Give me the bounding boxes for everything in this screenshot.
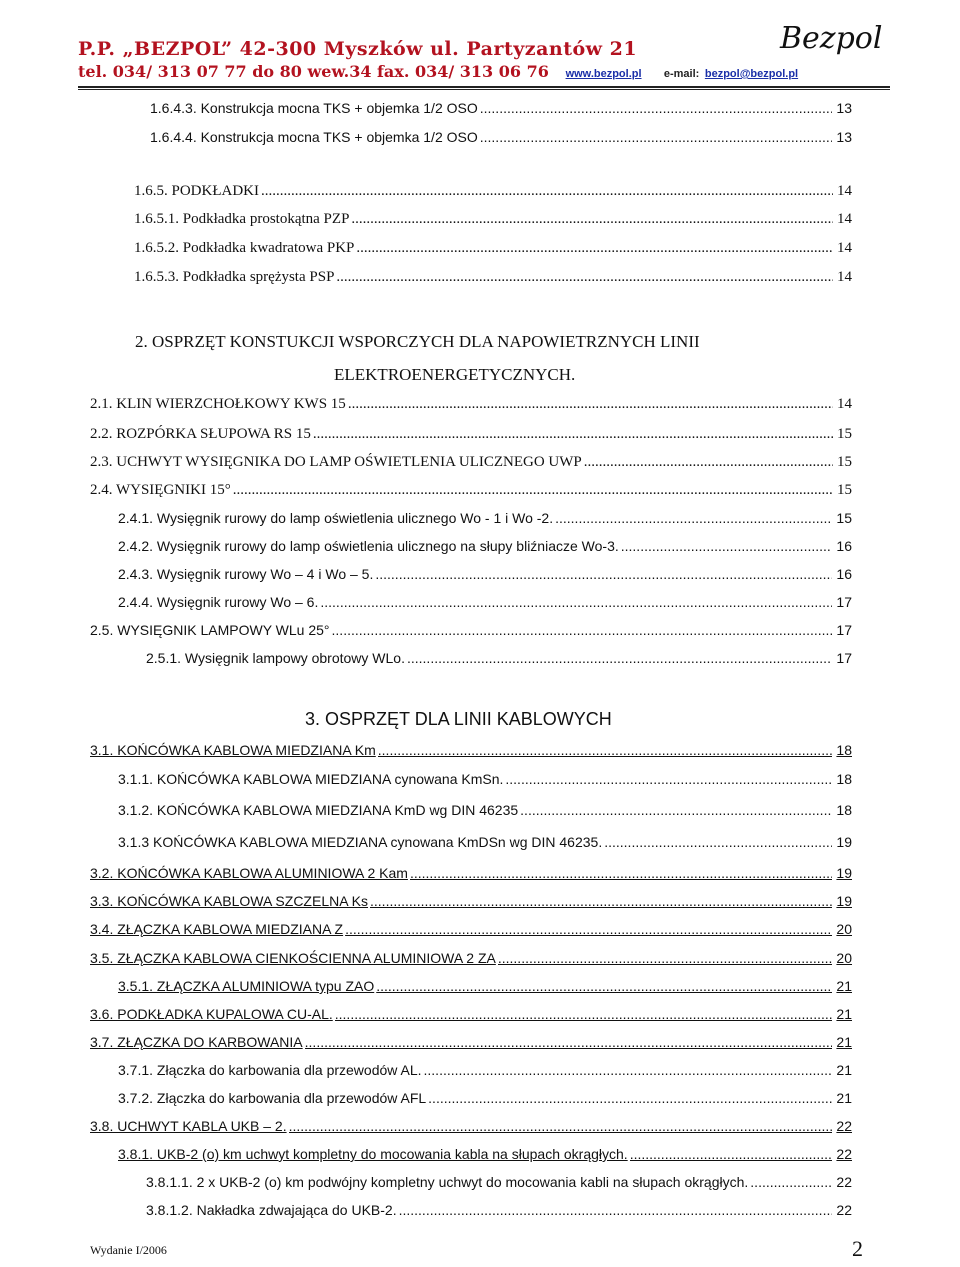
toc-entry[interactable]: 3.5. ZŁĄCZKA KABLOWA CIENKOŚCIENNA ALUMINIOWA 2 ZA ..... 20 <box>90 950 852 974</box>
toc-entry[interactable]: 1.6.5. PODKŁADKI ..... 14 <box>134 183 852 207</box>
toc-entry[interactable]: 2.4.1. Wysięgnik rurowy do lamp oświetlenia ulicznego Wo - 1 i Wo -2. ..... 15 <box>118 510 852 534</box>
toc-entry[interactable]: 3.5.1. ZŁĄCZKA ALUMINIOWA typu ZAO ..... 21 <box>118 978 852 1002</box>
toc-entry[interactable]: 3.3. KOŃCÓWKA KABLOWA SZCZELNA Ks ..... 19 <box>90 893 852 917</box>
toc-entry[interactable]: 2.4. WYSIĘGNIKI 15° ..... 15 <box>90 482 852 506</box>
bezpol-logo <box>778 14 890 60</box>
toc-entry[interactable]: 3.7.1. Złączka do karbowania dla przewodów AL. ..... 21 <box>118 1062 852 1086</box>
toc-entry[interactable]: 3.4. ZŁĄCZKA KABLOWA MIEDZIANA Z ..... 20 <box>90 921 852 945</box>
toc-entry[interactable]: 2.5. WYSIĘGNIK LAMPOWY WLu 25° ..... 17 <box>90 622 852 646</box>
toc-entry[interactable]: 1.6.4.3. Konstrukcja mocna TKS + objemka 1/2 OSO ..... 13 <box>150 100 852 124</box>
toc-entry[interactable]: 2.4.3. Wysięgnik rurowy Wo – 4 i Wo – 5. ..... 16 <box>118 566 852 590</box>
toc-entry[interactable]: 3.1.2. KOŃCÓWKA KABLOWA MIEDZIANA KmD wg DIN 46235 ..... 18 <box>118 802 852 826</box>
toc-entry[interactable]: 3.7.2. Złączka do karbowania dla przewodów AFL ..... 21 <box>118 1090 852 1114</box>
page-number: 2 <box>852 1236 863 1261</box>
toc-entry[interactable]: 3.1.1. KOŃCÓWKA KABLOWA MIEDZIANA cynowana KmSn. ..... 18 <box>118 771 852 795</box>
toc-entry[interactable]: 3.1. KOŃCÓWKA KABLOWA MIEDZIANA Km ..... 18 <box>90 742 852 766</box>
section-2-title: 2. OSPRZĘT KONSTUKCJI WSPORCZYCH DLA NAPOWIETRZNYCH LINII <box>135 332 700 351</box>
email-label: e-mail: <box>663 68 700 80</box>
website-link[interactable]: www.bezpol.pl <box>565 68 642 80</box>
toc-entry[interactable]: 3.6. PODKŁADKA KUPALOWA CU-AL. ..... 21 <box>90 1006 852 1030</box>
toc-entry[interactable]: 1.6.4.4. Konstrukcja mocna TKS + objemka 1/2 OSO ..... 13 <box>150 129 852 153</box>
header-rule <box>78 86 890 88</box>
toc-entry[interactable]: 2.4.4. Wysięgnik rurowy Wo – 6. ..... 17 <box>118 594 852 618</box>
toc-entry[interactable]: 3.8.1.2. Nakładka zdwajająca do UKB-2. ..... 22 <box>146 1202 852 1226</box>
toc-entry[interactable]: 3.7. ZŁĄCZKA DO KARBOWANIA ..... 21 <box>90 1034 852 1058</box>
toc-entry[interactable]: 3.1.3 KOŃCÓWKA KABLOWA MIEDZIANA cynowana KmDSn wg DIN 46235. ..... 19 <box>118 834 852 858</box>
header-line-2 <box>78 62 798 81</box>
header-contact: tel. 034/ 313 07 77 do 80 wew.34 fax. 034/ 313 06 76 <box>78 62 549 81</box>
toc-entry[interactable]: 2.5.1. Wysięgnik lampowy obrotowy WLo. ..... 17 <box>146 650 852 674</box>
email-link[interactable]: bezpol@bezpol.pl <box>704 68 799 80</box>
bezpol-logo-text: Bezpol <box>780 21 883 56</box>
toc-entry[interactable]: 3.8.1.1. 2 x UKB-2 (o) km podwójny kompletny uchwyt do mocowania kabli na słupach okrągłych. ..... 22 <box>146 1174 852 1198</box>
section-2-title-cont: ELEKTROENERGETYCZNYCH. <box>334 365 576 384</box>
header-rule-thin <box>78 89 890 90</box>
toc-entry[interactable]: 1.6.5.3. Podkładka sprężysta PSP ..... 14 <box>134 269 852 293</box>
toc-entry[interactable]: 2.4.2. Wysięgnik rurowy do lamp oświetlenia ulicznego na słupy bliźniacze Wo-3. ..... 16 <box>118 538 852 562</box>
toc-entry[interactable]: 3.2. KOŃCÓWKA KABLOWA ALUMINIOWA 2 Kam ..... 19 <box>90 865 852 889</box>
toc-entry[interactable]: 3.8. UCHWYT KABLA UKB – 2. ..... 22 <box>90 1118 852 1142</box>
header-line-1: P.P. „BEZPOL” 42-300 Myszków ul. Partyzantów 21 <box>78 38 638 60</box>
toc-entry[interactable]: 1.6.5.2. Podkładka kwadratowa PKP ..... 14 <box>134 240 852 264</box>
toc-entry[interactable]: 3.8.1. UKB-2 (o) km uchwyt kompletny do mocowania kabla na słupach okrągłych. ..... 22 <box>118 1146 852 1170</box>
toc-entry[interactable]: 2.1. KLIN WIERZCHOŁKOWY KWS 15 ..... 14 <box>90 396 852 420</box>
toc-entry[interactable]: 2.2. ROZPÓRKA SŁUPOWA RS 15 ..... 15 <box>90 426 852 450</box>
edition-label: Wydanie I/2006 <box>90 1243 167 1257</box>
toc-entry[interactable]: 1.6.5.1. Podkładka prostokątna PZP ..... 14 <box>134 211 852 235</box>
toc-entry[interactable]: 2.3. UCHWYT WYSIĘGNIKA DO LAMP OŚWIETLENIA ULICZNEGO UWP ..... 15 <box>90 454 852 478</box>
section-3-title: 3. OSPRZĘT DLA LINII KABLOWYCH <box>305 709 612 729</box>
